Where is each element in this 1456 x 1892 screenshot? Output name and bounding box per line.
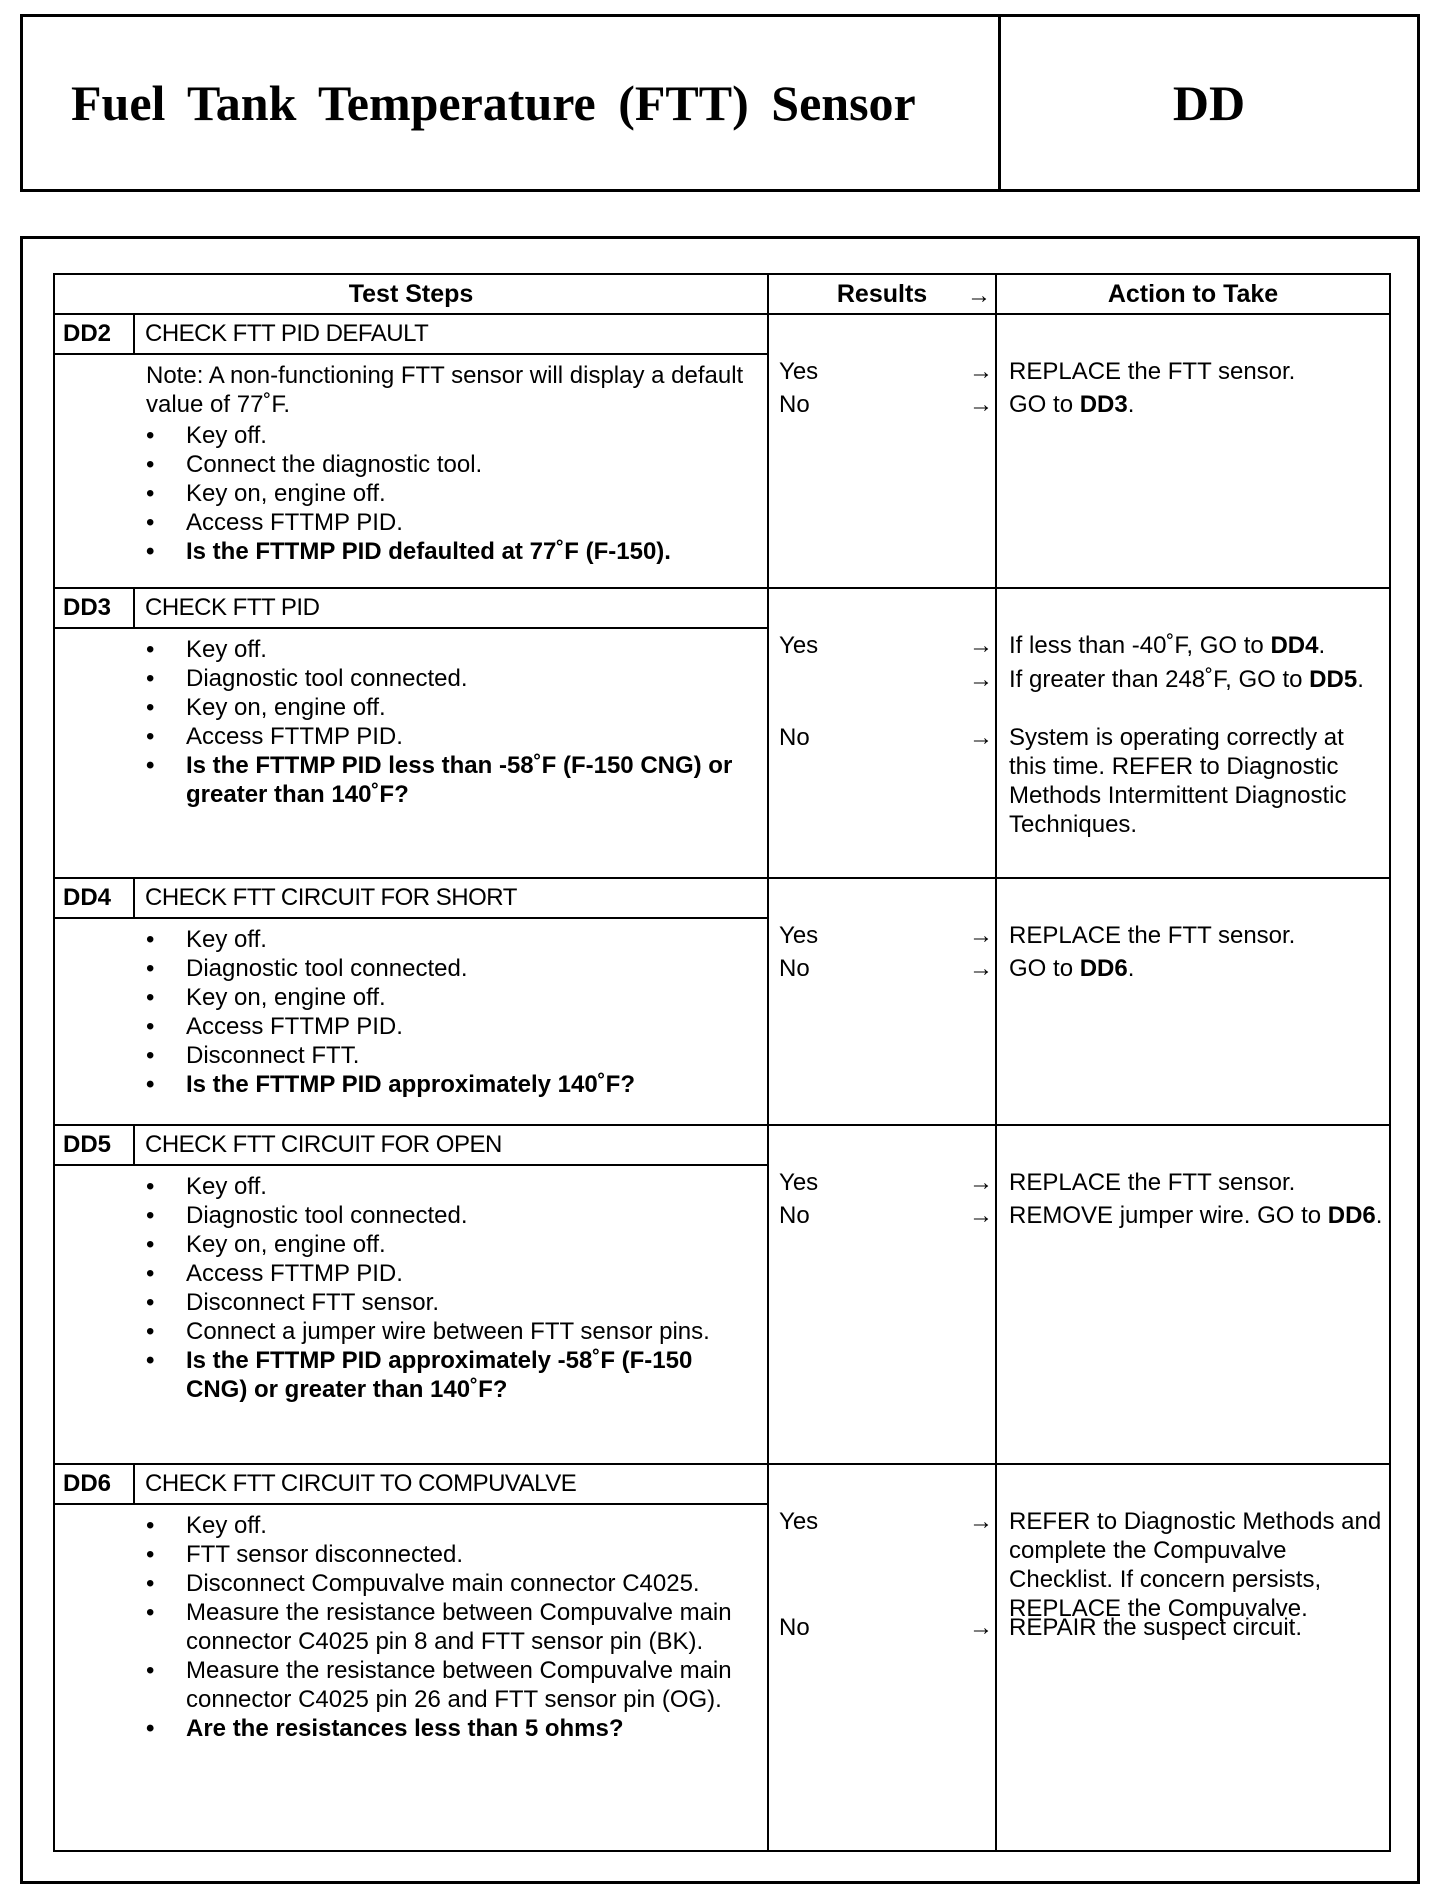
result-label: Yes	[779, 358, 819, 385]
step-reference: DD6	[1327, 1202, 1376, 1229]
results-cell	[768, 1464, 996, 1851]
step-bullet: • Measure the resistance between Compuvalve main connector C4025 pin 8 and FTT sensor pin (BK).	[146, 1598, 757, 1656]
action-suffix: .	[1318, 632, 1326, 659]
step-body-spacer	[54, 354, 134, 588]
step-id: DD2	[54, 314, 134, 354]
arrow-icon: →	[969, 1508, 994, 1535]
step-bullet: • Key off.	[146, 1511, 757, 1540]
step-bullets	[146, 1511, 757, 1743]
step-title: CHECK FTT PID DEFAULT	[134, 314, 768, 354]
step-bullet: • Key off.	[146, 1172, 757, 1201]
action-cell	[996, 314, 1390, 588]
action-text	[997, 954, 1389, 983]
result-row	[769, 665, 995, 694]
arrow-icon: →	[969, 1169, 994, 1196]
step-bullet: • Diagnostic tool connected.	[146, 1201, 757, 1230]
step-title: CHECK FTT PID	[134, 588, 768, 628]
action-cell	[996, 588, 1390, 878]
step-bullet: • Key off.	[146, 635, 757, 664]
action-text	[997, 1168, 1389, 1197]
arrow-icon: →	[969, 955, 994, 982]
step-bullet: • Key on, engine off.	[146, 1230, 757, 1259]
action-label: REPLACE the FTT sensor.	[1009, 358, 1296, 385]
step-bullets	[146, 635, 757, 809]
step-title: CHECK FTT CIRCUIT TO COMPUVALVE	[134, 1464, 768, 1504]
action-label: REPLACE the FTT sensor.	[1009, 922, 1296, 949]
result-label: No	[779, 955, 810, 982]
action-label: GO to	[1009, 955, 1080, 982]
action-label: REFER to Diagnostic Methods and complete the Compuvalve Checklist. If concern persists, REPLACE the Compuvalve.	[1009, 1508, 1382, 1622]
action-label: System is operating correctly at this time. REFER to Diagnostic Methods Intermittent Diagnostic Techniques.	[1009, 724, 1347, 838]
arrow-icon: →	[969, 724, 994, 751]
step-bullets	[146, 1172, 757, 1404]
step-question: • Are the resistances less than 5 ohms?	[146, 1714, 757, 1743]
action-suffix: .	[1127, 955, 1135, 982]
action-label: REPLACE the FTT sensor.	[1009, 1169, 1296, 1196]
step-bullet: • Diagnostic tool connected.	[146, 954, 757, 983]
step-question: • Is the FTTMP PID approximately -58˚F (F-150 CNG) or greater than 140˚F?	[146, 1346, 757, 1404]
arrow-icon: →	[969, 358, 994, 385]
header-action: Action to Take	[996, 274, 1390, 314]
results-cell	[768, 588, 996, 878]
action-label: REMOVE jumper wire. GO to	[1009, 1202, 1328, 1229]
step-bullet: • Key on, engine off.	[146, 479, 757, 508]
header-results-label: Results	[836, 279, 928, 308]
step-question: • Is the FTTMP PID defaulted at 77˚F (F-150).	[146, 537, 757, 566]
result-row	[769, 1613, 995, 1642]
result-row	[769, 357, 995, 386]
section-code: DD	[1172, 75, 1246, 131]
step-id: DD3	[54, 588, 134, 628]
step-bullet: • FTT sensor disconnected.	[146, 1540, 757, 1569]
action-text	[997, 631, 1389, 660]
action-label: If less than -40˚F, GO to	[1009, 632, 1271, 659]
step-reference: DD6	[1079, 955, 1128, 982]
step-reference: DD3	[1079, 391, 1128, 418]
step-body-spacer	[54, 1165, 134, 1464]
action-cell	[996, 1125, 1390, 1464]
arrow-icon: →	[969, 922, 994, 949]
result-row	[769, 1507, 995, 1536]
step-body	[134, 354, 768, 588]
action-cell	[996, 878, 1390, 1125]
result-label: No	[779, 1202, 810, 1229]
result-label: No	[779, 724, 810, 751]
header-test-steps: Test Steps	[54, 274, 768, 314]
page-title: Fuel Tank Temperature (FTT) Sensor	[23, 17, 1001, 189]
result-label: Yes	[779, 1508, 819, 1535]
step-reference: DD4	[1270, 632, 1319, 659]
action-label: If greater than 248˚F, GO to	[1009, 666, 1310, 693]
step-bullet: • Disconnect FTT.	[146, 1041, 757, 1070]
step-question: • Is the FTTMP PID less than -58˚F (F-150 CNG) or greater than 140˚F?	[146, 751, 757, 809]
step-id: DD6	[54, 1464, 134, 1504]
step-id: DD5	[54, 1125, 134, 1165]
step-bullet: • Connect the diagnostic tool.	[146, 450, 757, 479]
test-steps-table	[53, 273, 1391, 1852]
result-label: No	[779, 391, 810, 418]
result-label: No	[779, 1614, 810, 1641]
arrow-icon: →	[969, 632, 994, 659]
step-bullets	[146, 925, 757, 1099]
step-bullet: • Access FTTMP PID.	[146, 1012, 757, 1041]
content-frame	[20, 236, 1420, 1884]
step-bullet: • Key on, engine off.	[146, 983, 757, 1012]
action-label: REPAIR the suspect circuit.	[1009, 1614, 1303, 1641]
action-suffix: .	[1375, 1202, 1383, 1229]
step-title-row	[54, 1125, 1390, 1165]
table-body	[54, 314, 1390, 1851]
step-bullet: • Measure the resistance between Compuvalve main connector C4025 pin 26 and FTT sensor pin (OG).	[146, 1656, 757, 1714]
result-row	[769, 631, 995, 660]
step-title-row	[54, 314, 1390, 354]
results-cell	[768, 314, 996, 588]
step-note: Note: A non-functioning FTT sensor will display a default value of 77˚F.	[146, 362, 744, 418]
step-bullets	[146, 421, 757, 566]
action-text	[997, 723, 1389, 839]
header-results	[768, 274, 996, 314]
results-cell	[768, 1125, 996, 1464]
step-bullet: • Key off.	[146, 421, 757, 450]
step-bullet: • Disconnect FTT sensor.	[146, 1288, 757, 1317]
result-label: Yes	[779, 922, 819, 949]
result-row	[769, 390, 995, 419]
step-title-row	[54, 588, 1390, 628]
step-title-row	[54, 1464, 1390, 1504]
arrow-icon: →	[969, 391, 994, 418]
result-label: Yes	[779, 632, 819, 659]
results-cell	[768, 878, 996, 1125]
action-cell	[996, 1464, 1390, 1851]
action-text	[997, 357, 1389, 386]
step-title: CHECK FTT CIRCUIT FOR SHORT	[134, 878, 768, 918]
step-title: CHECK FTT CIRCUIT FOR OPEN	[134, 1125, 768, 1165]
action-text	[997, 1613, 1389, 1642]
step-bullet: • Key off.	[146, 925, 757, 954]
step-reference: DD5	[1309, 666, 1358, 693]
arrow-icon: →	[969, 666, 994, 693]
step-body-spacer	[54, 1504, 134, 1851]
step-body	[134, 628, 768, 878]
step-body	[134, 918, 768, 1125]
step-bullet: • Connect a jumper wire between FTT sensor pins.	[146, 1317, 757, 1346]
action-suffix: .	[1127, 391, 1135, 418]
result-row	[769, 1201, 995, 1230]
step-bullet: • Access FTTMP PID.	[146, 508, 757, 537]
arrow-icon: →	[969, 1614, 994, 1641]
arrow-icon: →	[969, 1202, 994, 1229]
arrow-icon: →	[967, 282, 992, 309]
step-bullet: • Diagnostic tool connected.	[146, 664, 757, 693]
action-text	[997, 665, 1389, 694]
step-body-spacer	[54, 628, 134, 878]
step-body-spacer	[54, 918, 134, 1125]
step-bullet: • Key on, engine off.	[146, 693, 757, 722]
step-bullet: • Access FTTMP PID.	[146, 1259, 757, 1288]
result-row	[769, 1168, 995, 1197]
action-suffix: .	[1357, 666, 1364, 693]
step-bullet: • Access FTTMP PID.	[146, 722, 757, 751]
step-body	[134, 1165, 768, 1464]
result-row	[769, 921, 995, 950]
action-text	[997, 1201, 1389, 1230]
step-question: • Is the FTTMP PID approximately 140˚F?	[146, 1070, 757, 1099]
step-body	[134, 1504, 768, 1851]
action-text	[997, 1507, 1389, 1623]
action-label: GO to	[1009, 391, 1080, 418]
result-row	[769, 954, 995, 983]
step-title-row	[54, 878, 1390, 918]
result-label: Yes	[779, 1169, 819, 1196]
step-id: DD4	[54, 878, 134, 918]
header-box	[20, 14, 1420, 192]
action-text	[997, 921, 1389, 950]
action-text	[997, 390, 1389, 419]
step-bullet: • Disconnect Compuvalve main connector C4025.	[146, 1569, 757, 1598]
result-row	[769, 723, 995, 752]
